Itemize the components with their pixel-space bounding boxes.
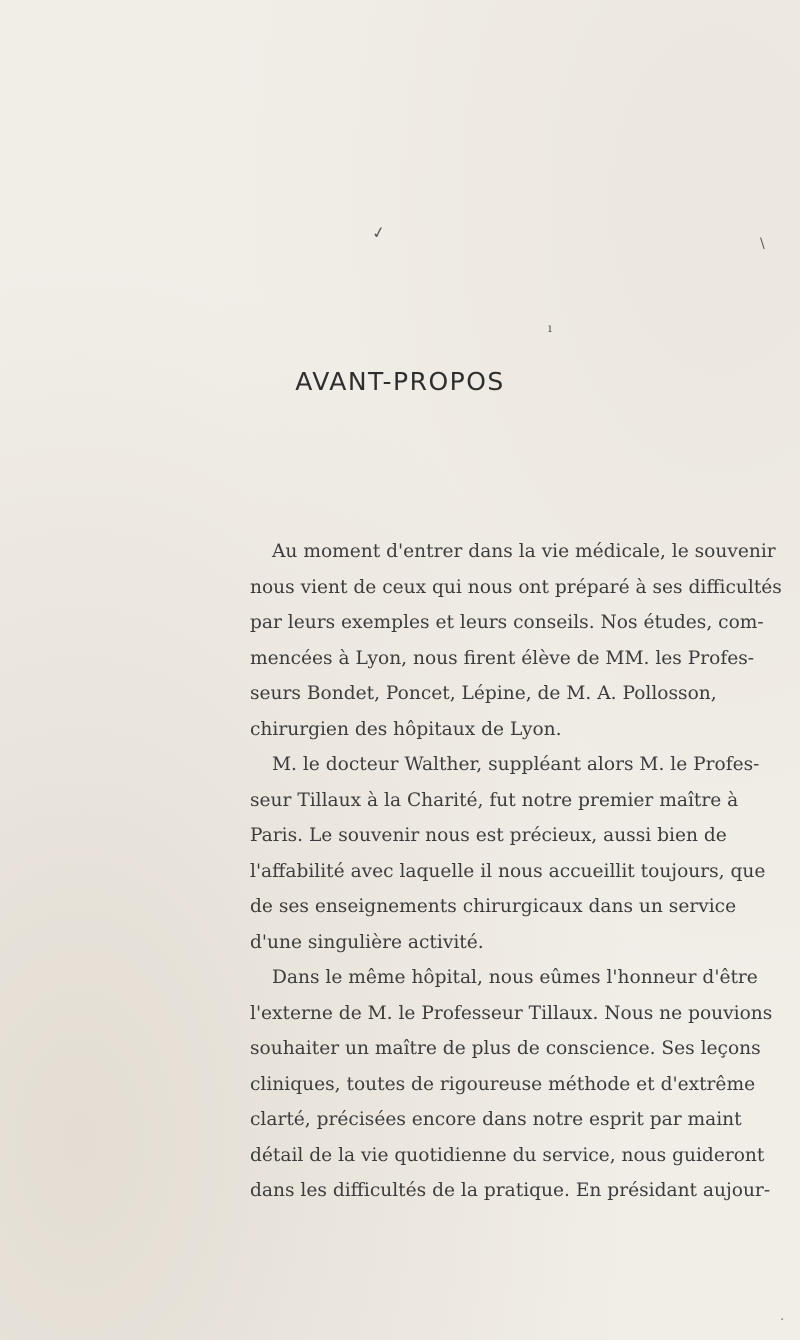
text-line: M. le docteur Walther, suppléant alors M. le Profes- <box>272 754 760 775</box>
text-line: Dans le même hôpital, nous eûmes l'honneur d'être <box>272 967 758 988</box>
text-line: nous vient de ceux qui nous ont préparé à ses difficultés <box>250 576 782 598</box>
text-line: mencées à Lyon, nous firent élève de MM. les Profes- <box>250 647 755 669</box>
page-title: AVANT-PROPOS <box>295 367 505 396</box>
text-line: chirurgien des hôpitaux de Lyon. <box>250 718 562 740</box>
text-line: l'affabilité avec laquelle il nous accueillit toujours, que <box>250 860 766 882</box>
text-line: cliniques, toutes de rigoureuse méthode et d'extrême <box>250 1073 756 1095</box>
text-line: clarté, précisées encore dans notre esprit par maint <box>250 1109 742 1130</box>
text-line: l'externe de M. le Professeur Tillaux. Nous ne pouvions <box>250 1002 773 1024</box>
stray-pen-mark: \ <box>760 236 765 252</box>
text-line: Au moment d'entrer dans la vie médicale, le souvenir <box>272 541 776 562</box>
stray-pen-mark: ✓ <box>370 221 387 244</box>
stray-pen-mark: ı <box>548 321 552 335</box>
text-line: souhaiter un maître de plus de conscience. Ses leçons <box>250 1038 761 1059</box>
text-line: d'une singulière activité. <box>250 931 484 953</box>
text-line: dans les difficultés de la pratique. En présidant aujour- <box>250 1180 771 1201</box>
text-line: seurs Bondet, Poncet, Lépine, de M. A. Pollosson, <box>250 683 717 704</box>
text-line: par leurs exemples et leurs conseils. Nos études, com- <box>250 612 764 633</box>
text-line: détail de la vie quotidienne du service, nous guideront <box>250 1144 765 1166</box>
body-text <box>250 534 782 1209</box>
text-line: Paris. Le souvenir nous est précieux, aussi bien de <box>250 825 727 846</box>
text-line: de ses enseignements chirurgicaux dans un service <box>250 896 737 917</box>
text-line: seur Tillaux à la Charité, fut notre premier maître à <box>250 789 739 811</box>
stray-pen-mark: · <box>780 1312 785 1328</box>
